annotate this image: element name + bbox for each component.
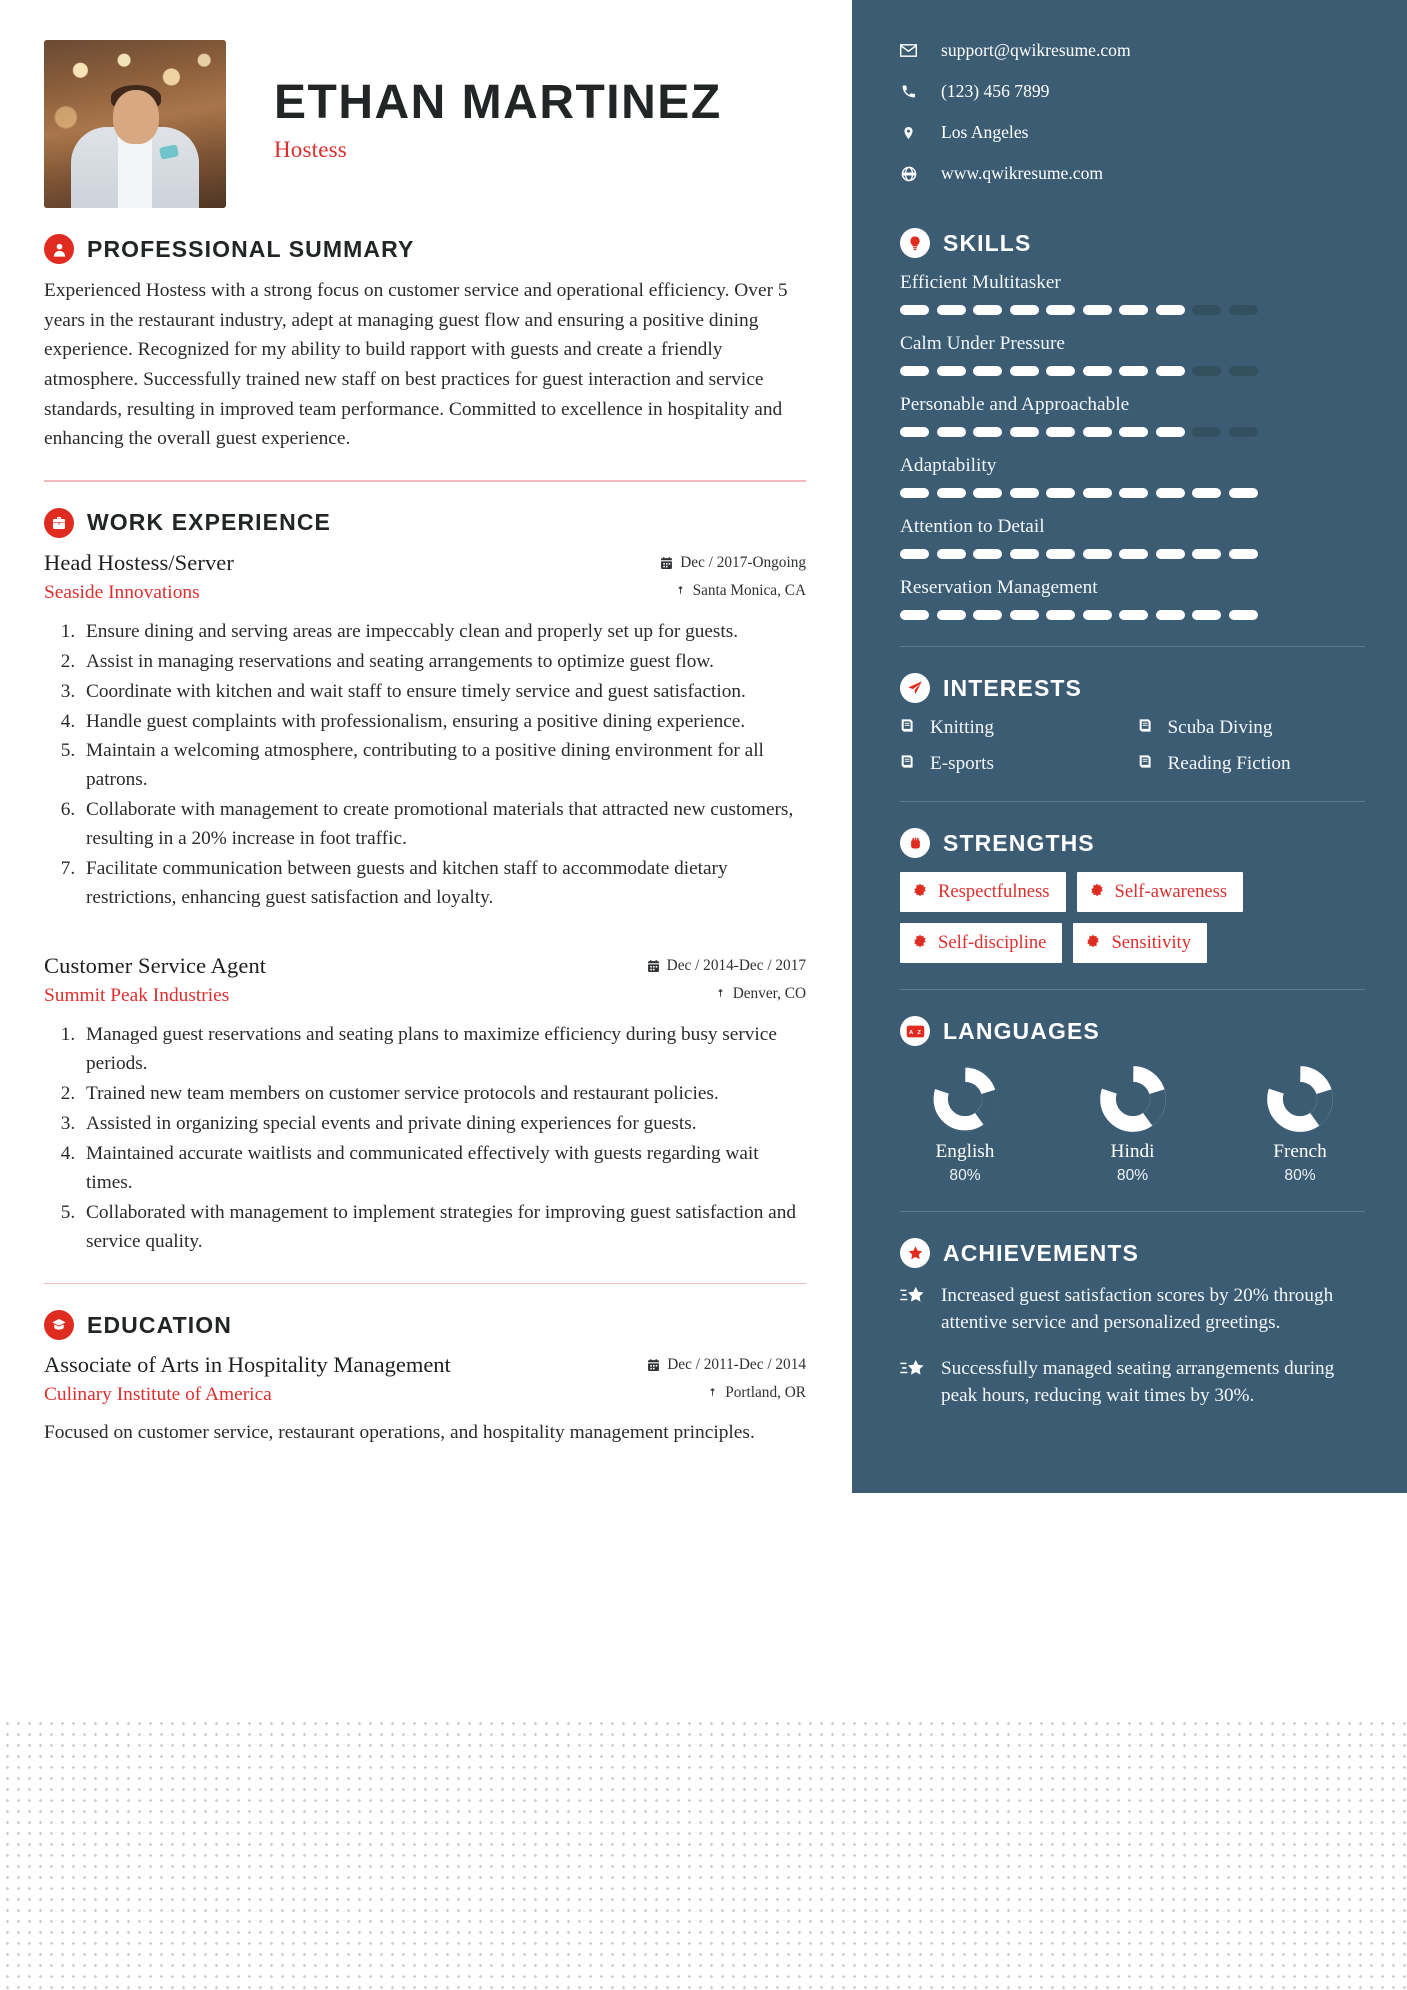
job-bullets [44,1021,806,1257]
strength-label: Sensitivity [1111,932,1192,953]
starburst-icon [913,881,927,903]
language-item [1074,1066,1192,1185]
professional-summary-heading [44,234,806,264]
starburst-icon [1090,881,1104,903]
envelope-icon [900,44,917,57]
interests-list [900,717,1365,775]
paper-plane-icon [900,673,930,703]
sidebar-divider [900,801,1365,802]
language-item [1241,1066,1359,1185]
achievement-item [900,1282,1365,1337]
skill-item [900,333,1365,376]
job-entry [44,550,806,913]
contact-website-text: www.qwikresume.com [941,163,1104,183]
languages-heading [900,1016,1365,1046]
education-location [707,1384,806,1402]
section-title: STRENGTHS [943,829,1095,856]
interest-label: Reading Fiction [1167,753,1291,774]
job-dates-text: Dec / 2017-Ongoing [680,553,806,571]
job-location [715,985,806,1003]
section-title: ACHIEVEMENTS [943,1239,1139,1266]
sidebar-divider [900,1211,1365,1212]
globe-icon [900,166,917,182]
sidebar [852,0,1407,1493]
language-donut-chart [1100,1066,1166,1132]
map-pin-icon [715,987,726,1001]
education-entry [44,1352,806,1447]
lightbulb-icon [900,228,930,258]
skill-label: Calm Under Pressure [900,333,1065,354]
list-item: 5. Maintain a welcoming atmosphere, contributing to a positive dining environment for all patrons. [80,737,806,795]
interest-item [1138,753,1366,775]
skill-item [900,577,1365,620]
language-percent: 80% [1116,1167,1149,1184]
section-divider [44,480,806,482]
list-item: 1. Managed guest reservations and seating plans to maximize efficiency during busy service periods. [80,1021,806,1079]
skill-rating [900,610,1365,620]
language-percent: 80% [949,1167,981,1184]
name-block [226,40,722,163]
skill-label: Personable and Approachable [900,394,1130,415]
skill-rating [900,427,1365,437]
book-icon [900,753,917,775]
skill-rating [900,366,1365,376]
resume-header [44,40,806,208]
contact-email-text: support@qwikresume.com [941,40,1131,60]
skill-item [900,272,1365,315]
section-title: PROFESSIONAL SUMMARY [87,235,415,262]
job-location [675,582,806,600]
professional-summary-text: Experienced Hostess with a strong focus on customer service and operational efficiency. Over 5 years in the restaurant industry, adept at managing guest flow and ensuring a positive dining experience. Recognized for my ability to build rapport with guests and create a friendly atmosphere. Successfully trained new staff on best practices for guest interaction and service standards, resulting in improved team performance. Committed to excellence in hospitality and enhancing the overall guest experience. [44,280,788,450]
strength-label: Self-discipline [938,932,1047,953]
dotted-background [0,1716,1407,1990]
section-title: INTERESTS [943,674,1082,701]
list-item: 3. Assisted in organizing special events and private dining experiences for guests. [80,1110,806,1139]
work-experience-heading [44,508,806,538]
list-item: 7. Facilitate communication between guests and kitchen staff to accommodate dietary restrictions, enhancing guest satisfaction and loyalty. [80,855,806,913]
language-name: Hindi [1110,1141,1155,1162]
job-title: Customer Service Agent [44,953,267,979]
job-location-text: Santa Monica, CA [692,581,806,599]
svg-text:A: A [908,1029,913,1036]
education-dates-text: Dec / 2011-Dec / 2014 [667,1356,806,1374]
education-dates [647,1356,806,1374]
job-title: Head Hostess/Server [44,549,234,575]
skill-item [900,455,1365,498]
strength-label: Respectfulness [938,881,1050,902]
section-divider [44,1283,806,1285]
briefcase-icon [44,508,74,538]
education-organization: Culinary Institute of America [44,1384,272,1406]
language-donut-chart [1267,1066,1333,1132]
calendar-icon [647,1358,660,1372]
star-badge-icon [900,1238,930,1268]
strength-item [1077,872,1244,912]
language-percent: 80% [1284,1167,1316,1184]
section-title: WORK EXPERIENCE [87,509,331,536]
language-item [906,1066,1024,1185]
map-pin-icon [707,1386,718,1400]
list-item: 2. Assist in managing reservations and seating arrangements to optimize guest flow. [80,648,806,677]
person-badge-icon [44,234,74,264]
contact-website[interactable] [900,163,1365,184]
list-item: 3. Coordinate with kitchen and wait staff to ensure timely service and guest satisfaction. [80,678,806,707]
job-entry [44,953,806,1257]
fist-icon [900,828,930,858]
candidate-role: Hostess [274,137,347,163]
book-icon [900,717,917,739]
contact-list [900,40,1365,184]
education-title: Associate of Arts in Hospitality Management [44,1352,451,1378]
language-name: French [1273,1141,1327,1162]
education-heading [44,1310,806,1340]
strength-label: Self-awareness [1114,881,1228,902]
skills-heading [900,228,1365,258]
skill-label: Reservation Management [900,577,1098,598]
section-title: SKILLS [943,229,1032,256]
job-organization: Summit Peak Industries [44,985,230,1007]
book-icon [1138,717,1155,739]
skill-label: Attention to Detail [900,516,1045,537]
achievement-text: Increased guest satisfaction scores by 20% through attentive service and personalized greetings. [941,1285,1334,1334]
location-pin-icon [900,125,917,141]
starburst-icon [1086,932,1100,954]
achievements-heading [900,1238,1365,1268]
contact-location-text: Los Angeles [941,122,1029,142]
starburst-icon [913,932,927,954]
education-location-text: Portland, OR [725,1384,806,1402]
interest-item [1138,717,1366,739]
skill-item [900,394,1365,437]
main-column [0,0,852,1493]
job-organization: Seaside Innovations [44,581,200,603]
language-name: English [935,1141,995,1162]
shooting-star-icon [900,1282,926,1337]
achievement-text: Successfully managed seating arrangements during peak hours, reducing wait times by 30%. [941,1357,1335,1407]
language-donut-chart [932,1066,998,1132]
strength-item [900,872,1066,912]
list-item: 4. Handle guest complaints with professionalism, ensuring a positive dining experience. [80,708,806,737]
contact-location [900,122,1365,143]
interests-heading [900,673,1365,703]
strengths-list [900,872,1365,963]
strength-item [1073,923,1207,963]
svg-text:Z: Z [916,1029,921,1036]
section-title: EDUCATION [87,1311,232,1338]
translate-icon [900,1016,930,1046]
interest-item [900,753,1128,775]
list-item: 2. Trained new team members on customer service protocols and restaurant policies. [80,1080,806,1109]
education-description: Focused on customer service, restaurant operations, and hospitality management principles. [44,1422,755,1444]
strengths-heading [900,828,1365,858]
job-dates [660,554,806,572]
contact-phone-text: (123) 456 7899 [941,81,1050,101]
list-item: 5. Collaborated with management to implement strategies for improving guest satisfaction and service quality. [80,1199,806,1257]
section-title: LANGUAGES [943,1017,1100,1044]
interest-item [900,717,1128,739]
list-item: 4. Maintained accurate waitlists and communicated effectively with guests regarding wait times. [80,1140,806,1198]
skill-rating [900,549,1365,559]
achievement-item [900,1355,1365,1410]
sidebar-divider [900,646,1365,647]
job-bullets [44,618,806,913]
interest-label: E-sports [930,753,994,774]
languages-list [900,1060,1365,1185]
job-dates-text: Dec / 2014-Dec / 2017 [666,957,806,975]
list-item: 1. Ensure dining and serving areas are impeccably clean and properly set up for guests. [80,618,806,647]
profile-photo [44,40,226,208]
sidebar-divider [900,989,1365,990]
candidate-name: ETHAN MARTINEZ [274,76,722,129]
calendar-icon [647,959,660,973]
strength-item [900,923,1062,963]
skill-rating [900,488,1365,498]
job-dates [647,957,806,975]
skill-label: Adaptability [900,455,997,476]
interest-label: Scuba Diving [1167,717,1273,738]
calendar-icon [660,556,673,570]
list-item: 6. Collaborate with management to create promotional materials that attracted new customers, resulting in a 20% increase in foot traffic. [80,796,806,854]
contact-email[interactable] [900,40,1365,61]
skill-item [900,516,1365,559]
skill-rating [900,305,1365,315]
job-location-text: Denver, CO [732,985,806,1003]
book-icon [1138,753,1155,775]
shooting-star-icon [900,1355,926,1410]
graduation-icon [44,1310,74,1340]
interest-label: Knitting [930,717,994,738]
phone-icon [900,84,917,99]
map-pin-icon [675,584,686,598]
skill-label: Efficient Multitasker [900,272,1061,293]
contact-phone[interactable] [900,81,1365,102]
